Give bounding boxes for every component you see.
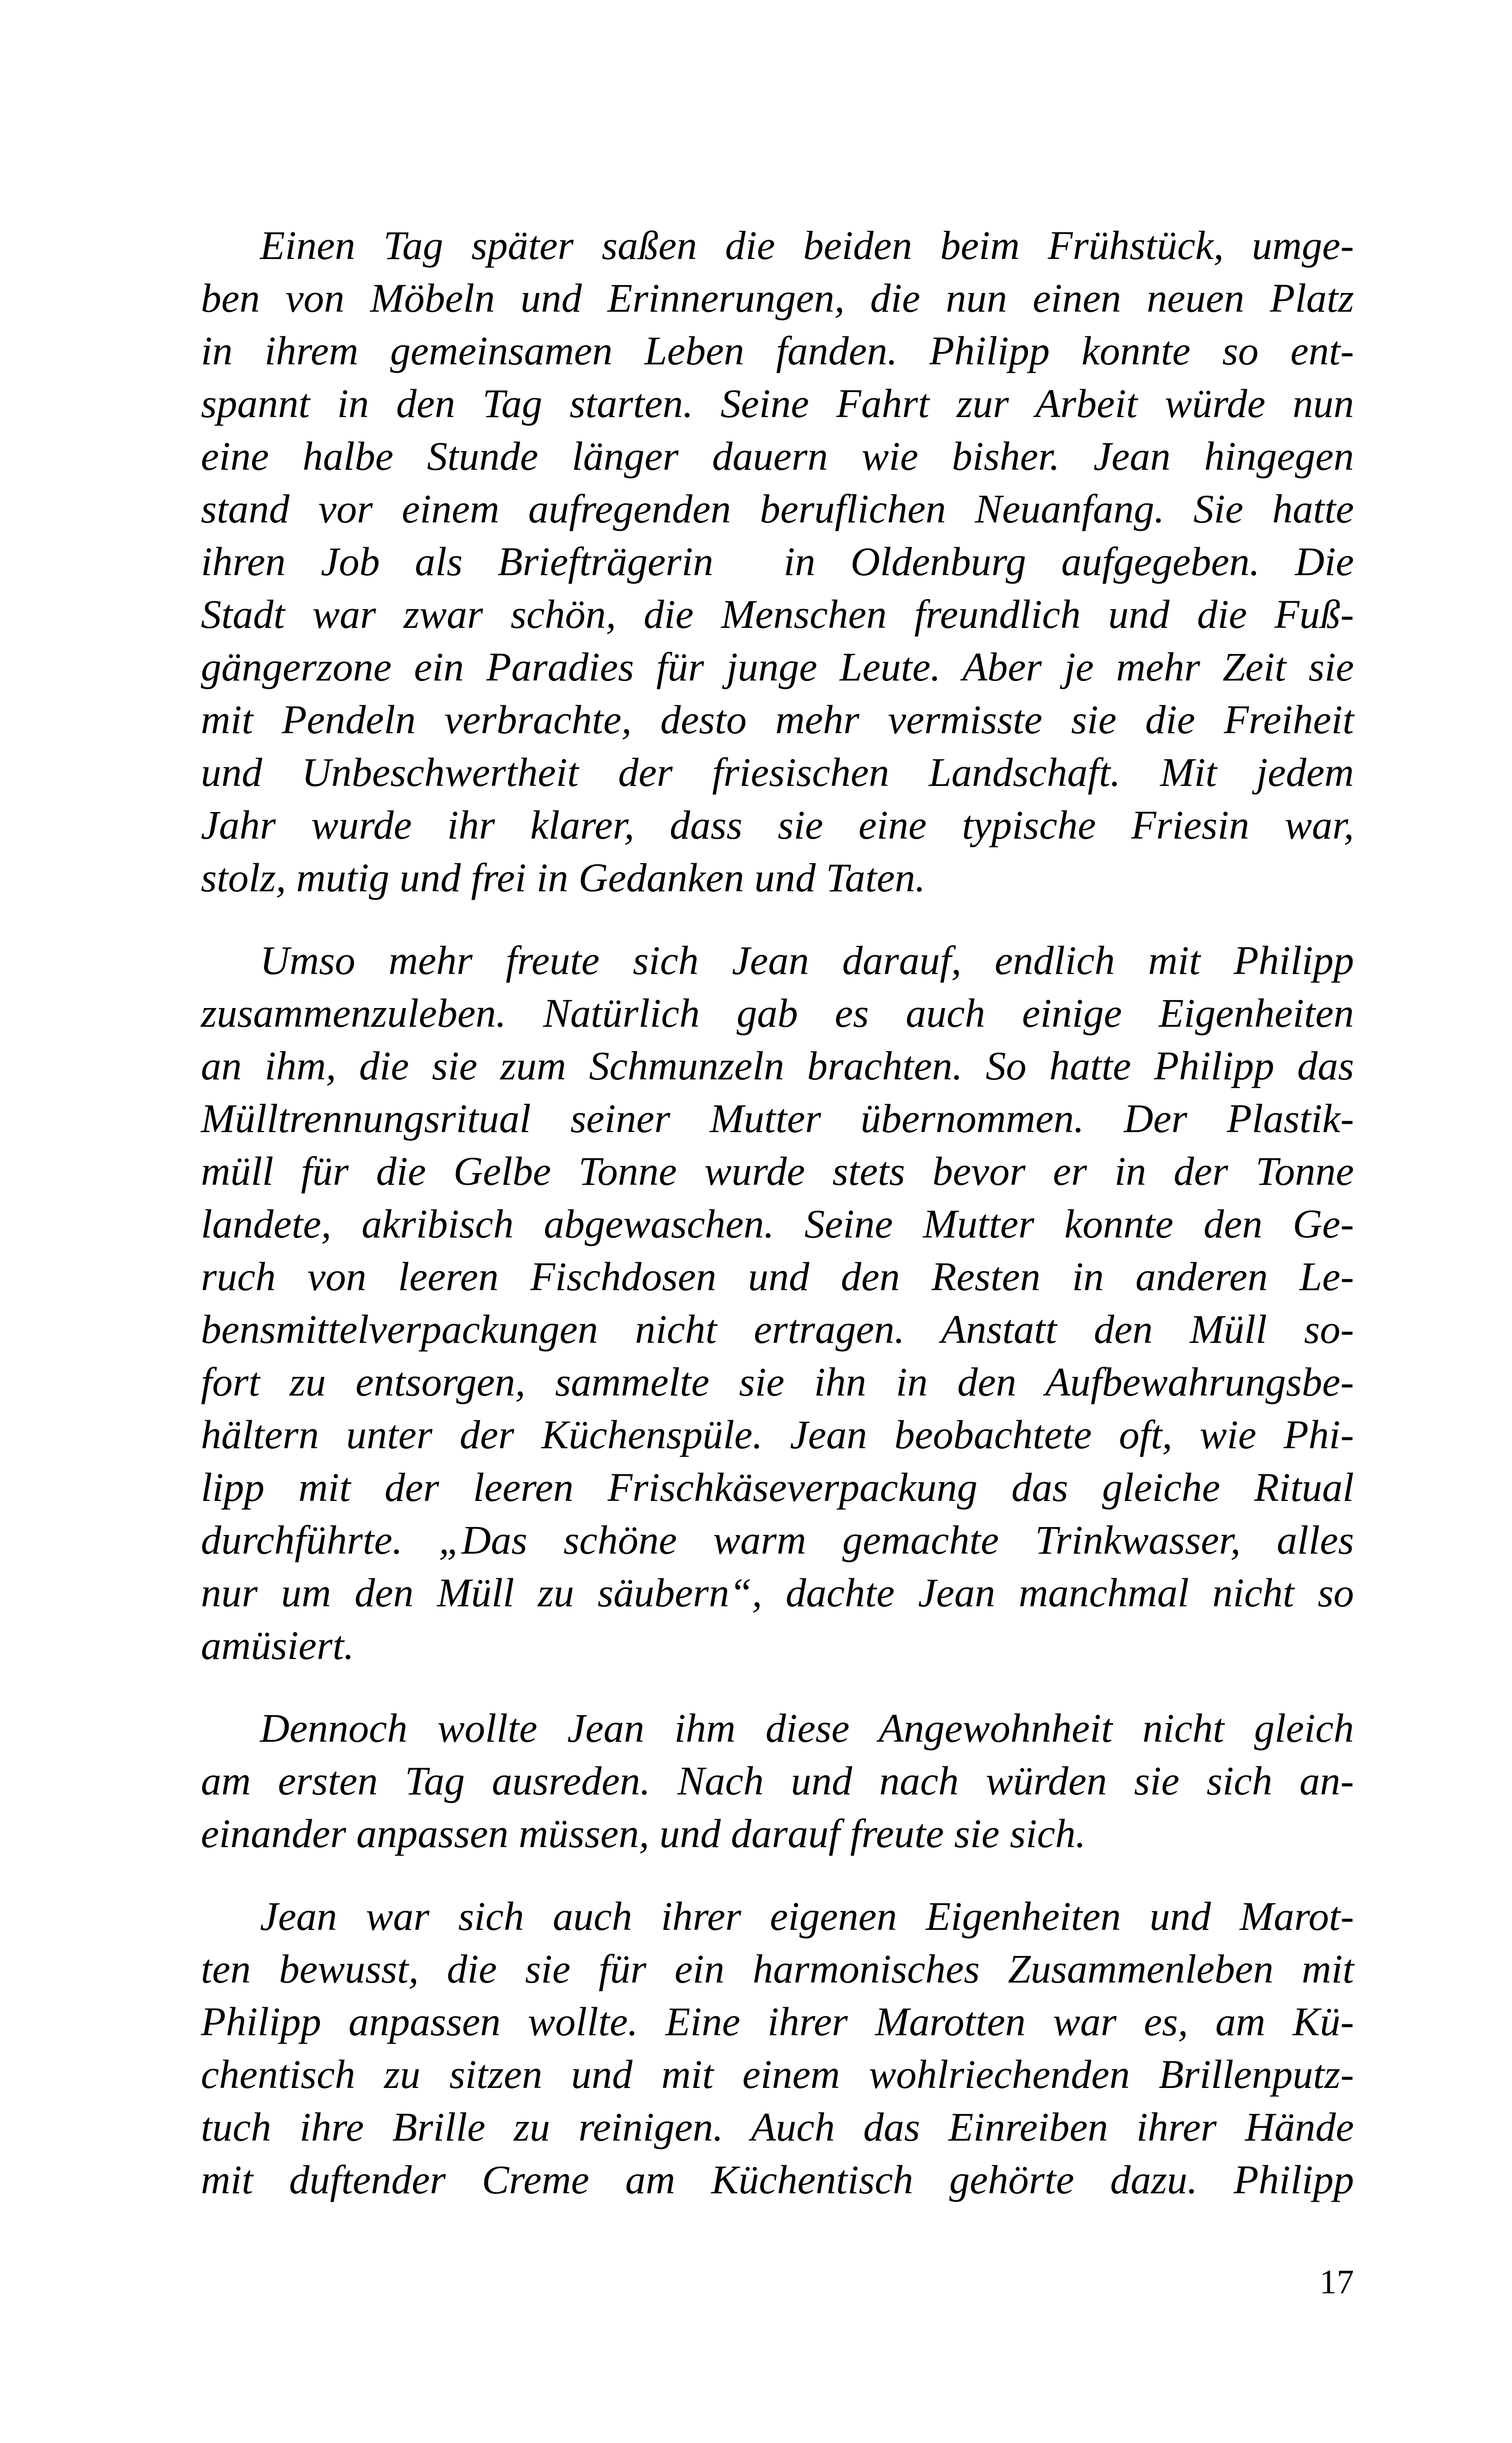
text-line: Mülltrennungsritual seiner Mutter übernommen. Der Plastik- — [201, 1096, 1354, 1141]
text-line: Umso mehr freute sich Jean darauf, endlich mit Philipp — [260, 938, 1354, 983]
text-line: in ihrem gemeinsamen Leben fanden. Philipp konnte so ent- — [201, 328, 1354, 373]
text-line: mit Pendeln verbrachte, desto mehr vermisste sie die Freiheit — [201, 697, 1354, 742]
text-line: durchführte. „Das schöne warm gemachte Trinkwasser, alles — [201, 1517, 1354, 1563]
text-line: lipp mit der leeren Frischkäseverpackung das gleiche Ritual — [201, 1465, 1354, 1510]
text-line: ben von Möbeln und Erinnerungen, die nun einen neuen Platz — [201, 275, 1354, 321]
text-line: ihren Job als Briefträgerin in Oldenburg aufgegeben. Die — [201, 539, 1354, 584]
text-line: Stadt war zwar schön, die Menschen freundlich und die Fuß- — [201, 591, 1354, 637]
text-line: nur um den Müll zu säubern“, dachte Jean manchmal nicht so — [201, 1570, 1354, 1615]
body-text — [201, 219, 1354, 2206]
text-line: bensmittelverpackungen nicht ertragen. Anstatt den Müll so- — [201, 1306, 1354, 1352]
text-line: Jahr wurde ihr klarer, dass sie eine typische Friesin war, — [201, 802, 1354, 847]
text-line: landete, akribisch abgewaschen. Seine Mutter konnte den Ge- — [201, 1201, 1354, 1246]
text-line: stolz, mutig und frei in Gedanken und Taten. — [201, 855, 926, 900]
text-line: zusammenzuleben. Natürlich gab es auch einige Eigenheiten — [201, 990, 1354, 1036]
text-line: müll für die Gelbe Tonne wurde stets bevor er in der Tonne — [201, 1148, 1354, 1194]
page-number: 17 — [1319, 2263, 1354, 2301]
text-line: an ihm, die sie zum Schmunzeln brachten. So hatte Philipp das — [201, 1043, 1354, 1088]
text-line: und Unbeschwertheit der friesischen Landschaft. Mit jedem — [201, 749, 1354, 795]
text-line: Dennoch wollte Jean ihm diese Angewohnheit nicht gleich — [260, 1705, 1354, 1751]
text-line: am ersten Tag ausreden. Nach und nach würden sie sich an- — [201, 1758, 1354, 1803]
text-line: hältern unter der Küchenspüle. Jean beobachtete oft, wie Phi- — [201, 1412, 1354, 1457]
text-line: spannt in den Tag starten. Seine Fahrt zur Arbeit würde nun — [201, 381, 1354, 426]
text-line: fort zu entsorgen, sammelte sie ihn in den Aufbewahrungsbe- — [201, 1359, 1354, 1404]
text-line: ten bewusst, die sie für ein harmonisches Zusammenleben mit — [201, 1946, 1354, 1991]
paragraph — [201, 1890, 1354, 2206]
text-line: tuch ihre Brille zu reinigen. Auch das Einreiben ihrer Hände — [201, 2104, 1354, 2150]
text-line: amüsiert. — [201, 1623, 354, 1668]
text-line: Philipp anpassen wollte. Eine ihrer Marotten war es, am Kü- — [201, 1999, 1354, 2044]
text-line: eine halbe Stunde länger dauern wie bisher. Jean hingegen — [201, 433, 1354, 479]
text-line: Jean war sich auch ihrer eigenen Eigenheiten und Marot- — [260, 1893, 1354, 1939]
text-line: mit duftender Creme am Küchentisch gehörte dazu. Philipp — [201, 2157, 1354, 2202]
text-line: chentisch zu sitzen und mit einem wohlriechenden Brillenputz- — [201, 2052, 1354, 2097]
paragraph — [201, 219, 1354, 904]
text-line: Einen Tag später saßen die beiden beim Frühstück, umge- — [260, 223, 1354, 268]
paragraph — [201, 934, 1354, 1672]
text-line: gängerzone ein Paradies für junge Leute. Aber je mehr Zeit sie — [201, 644, 1354, 689]
text-line: ruch von leeren Fischdosen und den Resten in anderen Le- — [201, 1254, 1354, 1299]
text-line: einander anpassen müssen, und darauf freute sie sich. — [201, 1811, 1086, 1856]
text-line: stand vor einem aufregenden beruflichen Neuanfang. Sie hatte — [201, 486, 1354, 531]
paragraph — [201, 1702, 1354, 1860]
